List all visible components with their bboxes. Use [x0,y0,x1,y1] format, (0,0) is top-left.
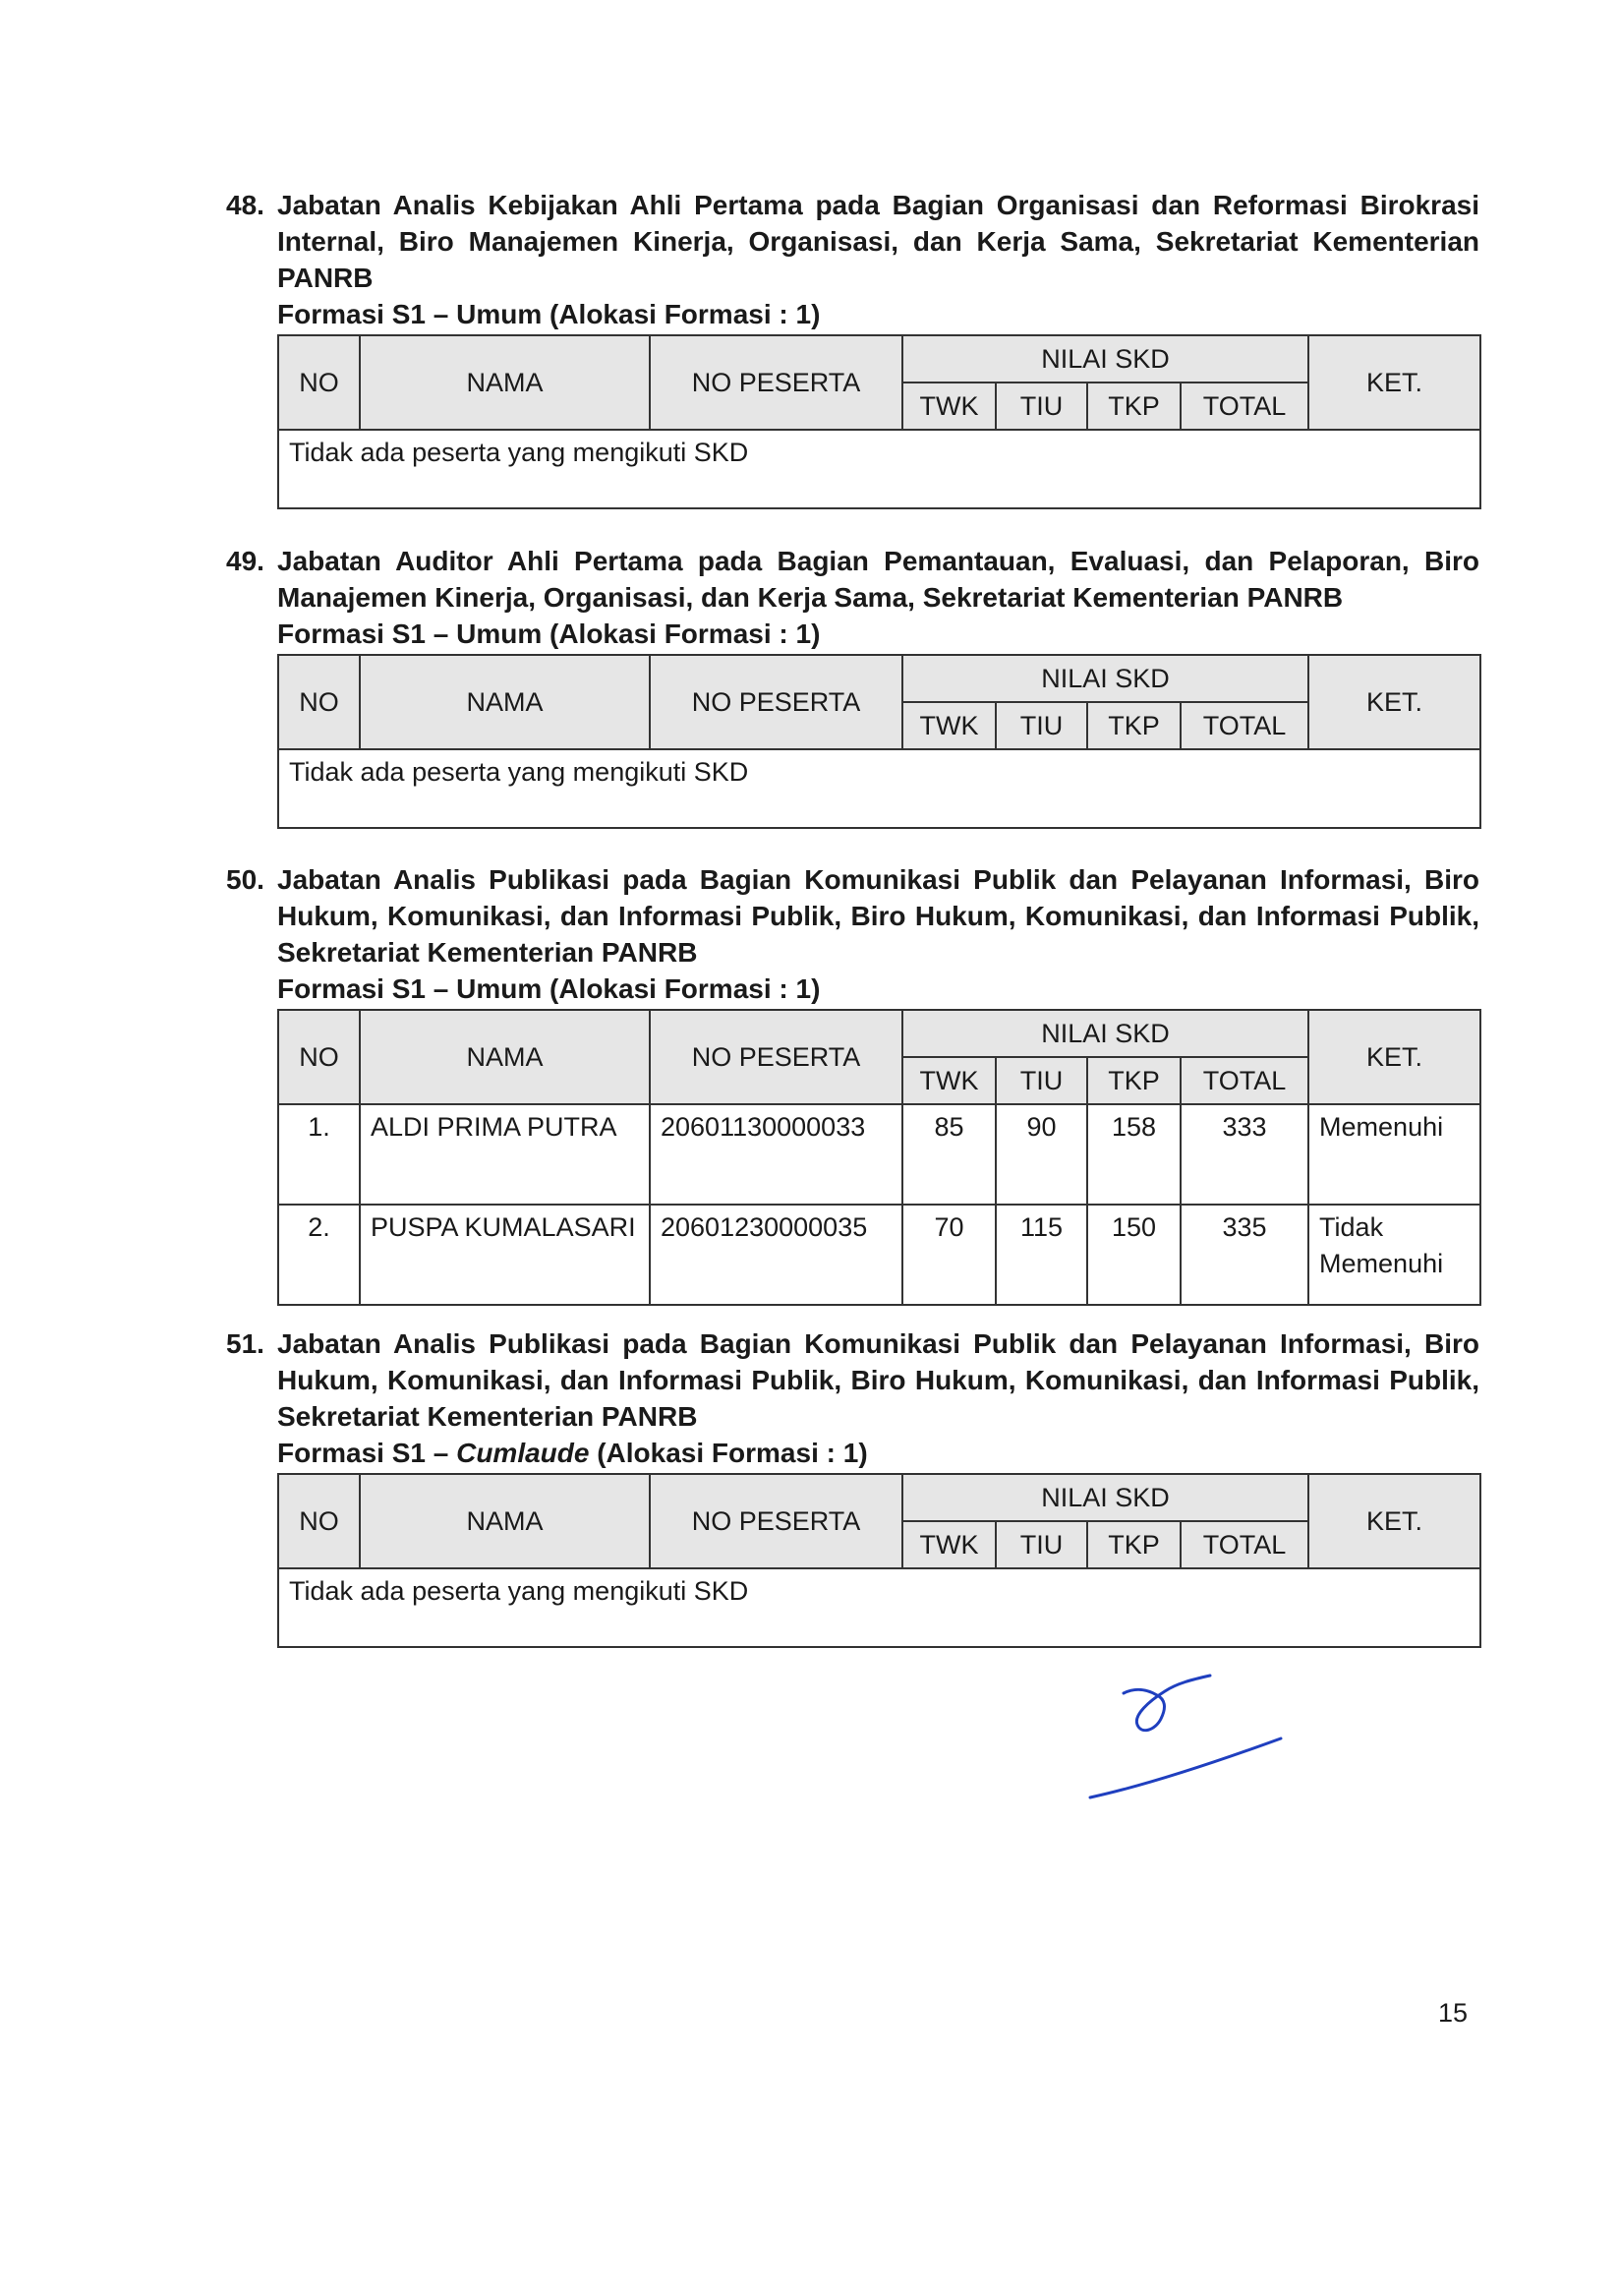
header-nilai-skd: NILAI SKD [902,1010,1308,1057]
page-number: 15 [1438,1998,1469,2028]
cell-twk: 70 [902,1205,996,1305]
header-nama: NAMA [360,1010,650,1104]
header-twk: TWK [902,1057,996,1104]
header-no: NO [278,1010,360,1104]
formasi-line: Formasi S1 – Umum (Alokasi Formasi : 1) [277,973,821,1004]
header-nama: NAMA [360,1474,650,1568]
formasi-line: Formasi S1 – Umum (Alokasi Formasi : 1) [277,299,821,329]
header-nama: NAMA [360,655,650,749]
section-49 [226,543,1479,829]
formasi-type: Umum [456,973,543,1004]
cell-nama: PUSPA KUMALASARI [360,1205,650,1305]
header-no: NO [278,335,360,430]
cell-ket: Tidak Memenuhi [1308,1205,1480,1305]
formasi-type: Cumlaude [456,1438,590,1468]
cell-tiu: 90 [996,1104,1087,1205]
header-twk: TWK [902,1521,996,1568]
header-ket: KET. [1308,655,1480,749]
formasi-line: Formasi S1 – Umum (Alokasi Formasi : 1) [277,618,821,649]
header-no: NO [278,1474,360,1568]
header-nilai-skd: NILAI SKD [902,335,1308,383]
skd-table [277,334,1481,509]
header-no-peserta: NO PESERTA [650,1474,902,1568]
header-ket: KET. [1308,335,1480,430]
header-no-peserta: NO PESERTA [650,655,902,749]
empty-row: Tidak ada peserta yang mengikuti SKD [278,1568,1480,1647]
skd-table [277,1473,1481,1648]
header-tkp: TKP [1087,383,1181,430]
skd-table [277,1009,1481,1306]
header-tkp: TKP [1087,1057,1181,1104]
section-title: Jabatan Analis Publikasi pada Bagian Komunikasi Publik dan Pelayanan Informasi, Biro Hukum, Komunikasi, dan Informasi Publik, Biro Hukum, Komunikasi, dan Informasi Publik, Sekretariat Kementerian PANRB [277,1328,1479,1432]
formasi-type: Umum [456,299,543,329]
formasi-type: Umum [456,618,543,649]
header-tiu: TIU [996,1521,1087,1568]
section-title: Jabatan Analis Kebijakan Ahli Pertama pada Bagian Organisasi dan Reformasi Birokrasi Internal, Biro Manajemen Kinerja, Organisasi, dan Kerja Sama, Sekretariat Kementerian PANRB [277,190,1479,293]
cell-total: 335 [1181,1205,1308,1305]
table-row [278,1205,1480,1305]
header-ket: KET. [1308,1474,1480,1568]
header-tkp: TKP [1087,1521,1181,1568]
header-tiu: TIU [996,1057,1087,1104]
formasi-line: Formasi S1 – Cumlaude (Alokasi Formasi : 1) [277,1438,868,1468]
header-no-peserta: NO PESERTA [650,1010,902,1104]
header-twk: TWK [902,702,996,749]
cell-no-peserta: 20601130000033 [650,1104,902,1205]
section-number: 51. [226,1328,264,1359]
header-tiu: TIU [996,702,1087,749]
section-title: Jabatan Auditor Ahli Pertama pada Bagian Pemantauan, Evaluasi, dan Pelaporan, Biro Manajemen Kinerja, Organisasi, dan Kerja Sama, Sekretariat Kementerian PANRB [277,546,1479,613]
section-51 [226,1325,1479,1648]
section-number: 50. [226,864,264,895]
cell-tiu: 115 [996,1205,1087,1305]
section-50 [226,861,1479,1306]
section-title: Jabatan Analis Publikasi pada Bagian Komunikasi Publik dan Pelayanan Informasi, Biro Hukum, Komunikasi, dan Informasi Publik, Biro Hukum, Komunikasi, dan Informasi Publik, Sekretariat Kementerian PANRB [277,864,1479,968]
signature-mark [1076,1662,1302,1819]
empty-row: Tidak ada peserta yang mengikuti SKD [278,430,1480,508]
header-no: NO [278,655,360,749]
section-48 [226,187,1479,509]
cell-twk: 85 [902,1104,996,1205]
cell-ket: Memenuhi [1308,1104,1480,1205]
cell-nama: ALDI PRIMA PUTRA [360,1104,650,1205]
header-total: TOTAL [1181,1057,1308,1104]
section-number: 49. [226,546,264,576]
header-twk: TWK [902,383,996,430]
header-nama: NAMA [360,335,650,430]
header-nilai-skd: NILAI SKD [902,1474,1308,1521]
header-no-peserta: NO PESERTA [650,335,902,430]
header-total: TOTAL [1181,1521,1308,1568]
cell-tkp: 158 [1087,1104,1181,1205]
header-tkp: TKP [1087,702,1181,749]
header-total: TOTAL [1181,383,1308,430]
header-ket: KET. [1308,1010,1480,1104]
empty-row: Tidak ada peserta yang mengikuti SKD [278,749,1480,828]
cell-total: 333 [1181,1104,1308,1205]
cell-tkp: 150 [1087,1205,1181,1305]
section-number: 48. [226,190,264,220]
header-total: TOTAL [1181,702,1308,749]
cell-no-peserta: 20601230000035 [650,1205,902,1305]
skd-table [277,654,1481,829]
cell-no: 2. [278,1205,360,1305]
table-row [278,1104,1480,1205]
header-tiu: TIU [996,383,1087,430]
cell-no: 1. [278,1104,360,1205]
header-nilai-skd: NILAI SKD [902,655,1308,702]
